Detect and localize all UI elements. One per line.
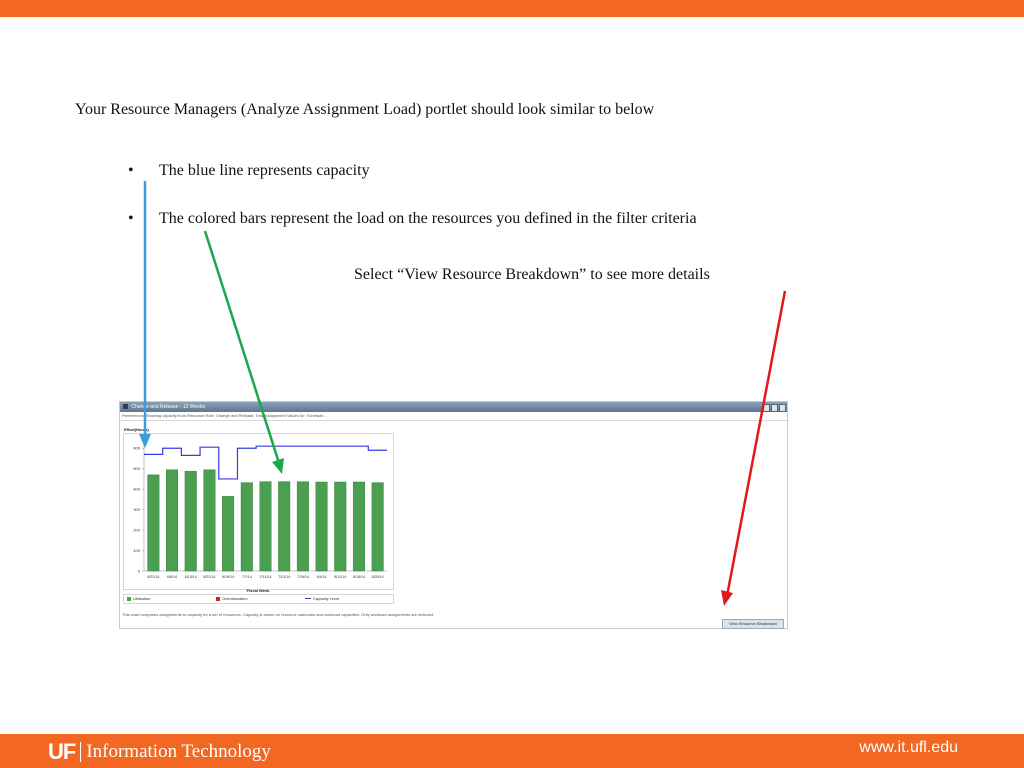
- y-axis-title: Effort(Hours): [124, 427, 149, 432]
- x-tick-label: 7/14/14: [259, 575, 272, 579]
- bullet-marker: •: [128, 210, 134, 227]
- legend-label: Capacity Level: [313, 596, 340, 601]
- legend-label: Overallocation: [222, 596, 248, 601]
- portlet-title: Change and Release - 12 Weeks: [131, 404, 205, 410]
- load-arrow: [205, 231, 284, 474]
- bullet-marker: •: [128, 162, 134, 179]
- uf-it-logo: [48, 739, 271, 765]
- x-tick-label: 6/22/14: [147, 575, 160, 579]
- bullet-capacity: The blue line represents capacity: [159, 162, 370, 179]
- x-axis-title: Fiscal Week: [246, 588, 270, 593]
- y-tick-label: 0: [137, 568, 140, 574]
- view-resource-breakdown-button[interactable]: View Resource Breakdown: [722, 619, 784, 629]
- x-tick-label: 6/29/14: [222, 575, 235, 579]
- portlet-subtitle: Preferences: Showing capacity from Resource Role: Change and Release; Total Assignment Values for: Schedule...: [122, 413, 327, 418]
- select-note: Select “View Resource Breakdown” to see more details: [354, 266, 710, 283]
- legend-label: Utilization: [133, 596, 151, 601]
- y-tick-label: 200: [133, 527, 140, 533]
- logo-text: Information Technology: [86, 741, 271, 762]
- x-tick-label: 8/18/14: [352, 575, 365, 579]
- y-tick-label: 600: [133, 445, 140, 451]
- footer-url: www.it.ufl.edu: [859, 739, 958, 756]
- y-tick-label: 300: [133, 507, 140, 513]
- x-tick-label: 6/15/14: [184, 575, 197, 579]
- portlet-footnote: This chart compares assignments to capacity for a set of resources. Capacity is based on resource calendars and workload capacities. Only workload assignments are included.: [122, 612, 435, 617]
- bullet-load: The colored bars represent the load on the resources you defined in the filter criteria: [159, 210, 697, 227]
- breakdown-arrow: [721, 291, 785, 606]
- x-tick-label: 8/11/14: [334, 575, 347, 579]
- y-tick-label: 100: [133, 548, 140, 554]
- intro-text: Your Resource Managers (Analyze Assignment Load) portlet should look similar to below: [75, 101, 655, 118]
- y-tick-label: 400: [133, 486, 140, 492]
- x-tick-label: 8/4/14: [316, 575, 327, 579]
- x-tick-label: 6/22/14: [203, 575, 216, 579]
- x-tick-label: 7/28/14: [296, 575, 309, 579]
- logo-divider: [80, 742, 81, 762]
- x-tick-label: 8/25/14: [371, 575, 384, 579]
- x-tick-label: 7/7/14: [241, 575, 252, 579]
- x-tick-label: 6/8/14: [167, 575, 178, 579]
- y-tick-label: 500: [133, 466, 140, 472]
- logo-uf: UF: [48, 739, 76, 764]
- x-tick-label: 7/21/14: [278, 575, 291, 579]
- capacity-arrow: [139, 181, 151, 448]
